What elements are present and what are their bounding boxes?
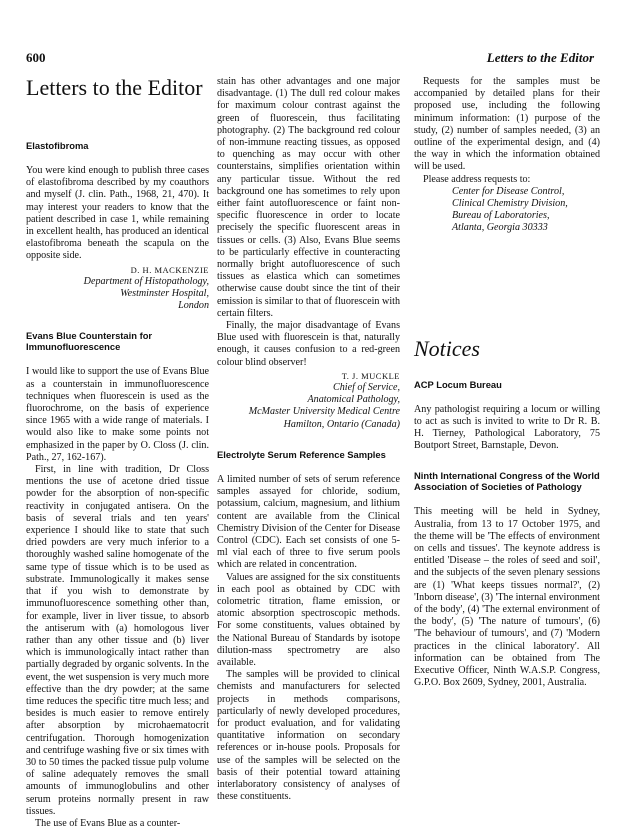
notice-heading-acp: ACP Locum Bureau bbox=[414, 378, 502, 390]
article-paragraph: Values are assigned for the six constituents in each pool as obtained by CDC with colometric titration, flame emission, or atomic absorption spectroscopic methods. For some constituents, values obtained by the National Bureau of Standards by isotope dilution-mass spectrometry are also available. bbox=[217, 571, 400, 668]
mailing-address: Bureau of Laboratories, bbox=[452, 210, 550, 222]
column-2 bbox=[217, 76, 400, 803]
notices-title: Notices bbox=[414, 335, 480, 361]
article-heading-electrolyte: Electrolyte Serum Reference Samples bbox=[217, 448, 386, 460]
author-affiliation: Westminster Hospital, bbox=[120, 288, 209, 300]
author-signature: T. J. MUCKLE bbox=[341, 370, 400, 381]
column-3 bbox=[414, 76, 600, 690]
mailing-address: Clinical Chemistry Division, bbox=[452, 198, 568, 210]
author-affiliation: Hamilton, Ontario (Canada) bbox=[283, 418, 400, 430]
author-affiliation: McMaster University Medical Centre bbox=[248, 406, 400, 418]
column-1 bbox=[26, 76, 209, 830]
running-head: Letters to the Editor bbox=[486, 50, 594, 65]
notice-paragraph: Any pathologist requiring a locum or willing to act as such is invited to write to Dr R. B. H. Tierney, Pathological Laboratory, 75 Boutport Street, Barnstaple, Devon. bbox=[414, 403, 600, 452]
article-paragraph: You were kind enough to publish three cases of elastofibroma described by my coauthors and myself (J. clin. Path., 1968, 21, 470). It may interest your readers to know that the patient described in case 1, while remaining in excellent health, has produced an identical elastofibroma beneath the scapula on the opposite side. bbox=[26, 165, 209, 262]
article-paragraph: A limited number of sets of serum reference samples assayed for chloride, sodium, potassium, calcium, magnesium, and lithium content are available from the Clinical Chemistry Division of the Center for Disease Control (CDC). Each set consists of one 5-ml vial each of three to five serum pools which are related in concentration. bbox=[217, 473, 400, 571]
mailing-address: Center for Disease Control, bbox=[452, 185, 565, 197]
article-heading-elastofibroma: Elastofibroma bbox=[26, 140, 89, 151]
author-affiliation: London bbox=[178, 300, 209, 312]
author-affiliation: Anatomical Pathology, bbox=[307, 394, 400, 406]
article-paragraph: I would like to support the use of Evans Blue as a counterstain in immunofluorescence techniques when fluorescein is used as the fluorochrome, on the basis of experience since 1965 with a wide range of materials. I would also like to make some points not emphasized in the paper by O. Closs (J. clin. Path., 27, 162-167). bbox=[26, 366, 209, 463]
article-paragraph: Finally, the major disadvantage of Evans Blue used with fluorescein is that, naturally enough, it causes confusion to a red-green colour blind observer! bbox=[217, 320, 400, 368]
article-paragraph: Requests for the samples must be accompanied by detailed plans for their proposed use, including the following minimum information: (1) purpose of the study, (2) number of samples needed, (3) an outline of the experimental design, and (4) the way in which the information obtained will be used. bbox=[414, 76, 600, 173]
page-title: Letters to the Editor bbox=[26, 75, 203, 100]
article-paragraph: stain has other advantages and one major disadvantage. (1) The dull red colour makes for maximum colour contrast against the green of fluorescein, thus facilitating photography. (2) The background red colour of non-immune reacting tissues, as opposed to quenching as may occur with other counterstains, simplifies orientation within any particular tissue. Without the red background one has sometimes to rely upon either faint autofluorescence or faint non-specific fluorescence in order to locate precisely the specific fluorescent areas in tissues or cells. (3) Also, Evans Blue seems to be particularly effective in counteracting normally bright autofluorescence of such tissues as elastica which can sometimes otherwise cause doubt since the tint of their emission is similar to that of fluorescein with certain filters. bbox=[217, 76, 400, 319]
article-paragraph: The samples will be provided to clinical chemists and manufacturers for selected projects in methods comparisons, particularly of newly developed procedures, for product evaluation, and for validating quantitative information on secondary references or in-house pools. Proposals for use of the samples will be selected on the basis of their potential toward attaining interlaboratory consistency of analyses of these constituents. bbox=[217, 669, 400, 803]
author-affiliation: Department of Histopathology, bbox=[83, 275, 209, 287]
article-heading-evans-blue: Evans Blue Counterstain for Immunofluorescence bbox=[26, 330, 153, 353]
page-number: 600 bbox=[26, 50, 46, 65]
article-paragraph: The use of Evans Blue as a counter- bbox=[35, 817, 181, 829]
notice-paragraph: This meeting will be held in Sydney, Australia, from 13 to 17 October 1975, and the theme will be 'The effects of environment on cells and tissues'. The keynote address is entitled 'Disease – the roles of seed and soil', and the subjects of the seven plenary sessions are (1) 'What keeps tissues normal?', (2) 'Inborn disease', (3) 'The internal environment of the body', (4) 'The external environment of the body', (5) 'The nature of tumours', (6) 'The behaviour of tumours', and (7) 'Modern practices in the clinical laboratory'. All information can be obtained from The Executive Officer, Ninth W.A.S.P. Congress, G.P.O. Box 2609, Sydney, 2001, Australia. bbox=[414, 506, 600, 689]
article-paragraph: First, in line with tradition, Dr Closs mentions the use of acetone dried tissue powder for the absorption of non-specific reactivity in conjugated antisera. On the basis of several trials and ten years' experience I should like to state that such dried powders are very much inferior to a thoroughly washed saline homogenate of the same type of tissue which is to be used as substrate. Immunologically it makes sense that if you wish to demonstrate by immunofluorescence something other than, for example, liver in liver tissue, to absorb the antiserum with (a) homologous liver rather than any other tissue and (b) liver which is immunologically intact rather than partially degraded by organic solvents. In the event, the wet suspension is very much more effective than the dry powder; at the same time reduces the specific titre much less; and besides is much easier to remove entirely after absorption by microhaematocrit centrifugation. Thorough homogenization and centrifuge washing five or six times with 30 to 50 times the packed tissue pulp volume of saline adequately removes the small amounts of immunoglobulins and other serum proteins normally present in raw tissues. bbox=[26, 464, 209, 817]
article-paragraph: Please address requests to: bbox=[423, 173, 531, 185]
author-signature: D. H. MACKENZIE bbox=[130, 264, 209, 275]
author-affiliation: Chief of Service, bbox=[333, 382, 400, 394]
mailing-address: Atlanta, Georgia 30333 bbox=[452, 222, 548, 234]
notice-heading-congress: Ninth International Congress of the World Association of Societies of Pathology bbox=[414, 470, 600, 493]
